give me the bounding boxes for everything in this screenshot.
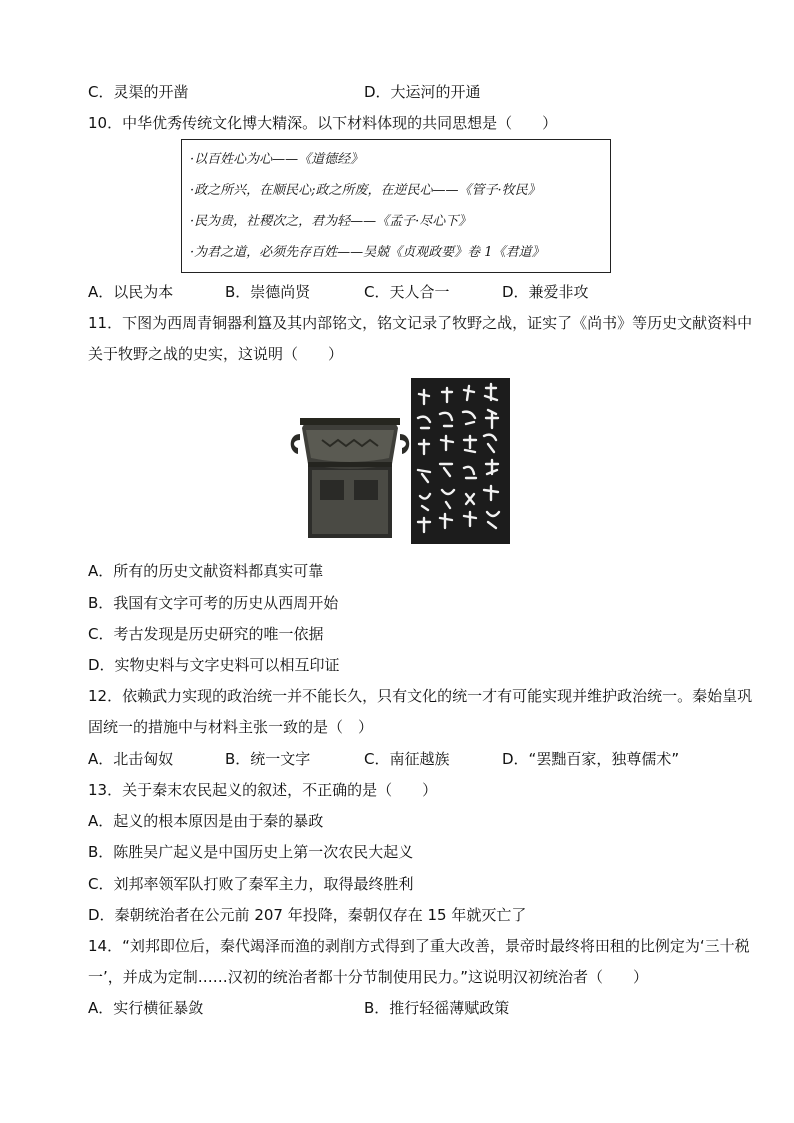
q12-option-c: C．南征越族 bbox=[364, 750, 450, 768]
q11-option-d: D．实物史料与文字史料可以相互印证 bbox=[88, 656, 340, 674]
q12-stem-line-2: 固统一的措施中与材料主张一致的是（ ） bbox=[88, 718, 374, 736]
inscription-rubbing-illustration bbox=[411, 378, 510, 544]
bronze-vessel-illustration bbox=[291, 418, 410, 538]
q14-option-b: B．推行轻徭薄赋政策 bbox=[364, 999, 510, 1017]
q10-stem: 10．中华优秀传统文化博大精深。以下材料体现的共同思想是（ ） bbox=[88, 114, 558, 132]
q12-stem-line-1: 12．依赖武力实现的政治统一并不能长久，只有文化的统一才有可能实现并维护政治统一。秦始皇巩 bbox=[88, 687, 753, 705]
q11-option-a: A．所有的历史文献资料都真实可靠 bbox=[88, 562, 324, 580]
q10-quote-2: ·政之所兴，在顺民心;政之所废，在逆民心——《管子·牧民》 bbox=[190, 183, 541, 198]
q11-option-b: B．我国有文字可考的历史从西周开始 bbox=[88, 594, 339, 612]
q14-stem-line-1: 14．“刘邦即位后，秦代竭泽而渔的剥削方式得到了重大改善，景帝时最终将田租的比例定为‘三十税 bbox=[88, 937, 750, 955]
q13-option-b: B．陈胜吴广起义是中国历史上第一次农民大起义 bbox=[88, 843, 414, 861]
q9-option-c: C．灵渠的开凿 bbox=[88, 83, 189, 101]
li-gui-bronze-and-inscription-image bbox=[288, 378, 510, 544]
q12-option-b: B．统一文字 bbox=[225, 750, 311, 768]
q10-quote-3: ·民为贵，社稷次之，君为轻——《孟子·尽心下》 bbox=[190, 214, 472, 229]
q10-option-a: A．以民为本 bbox=[88, 283, 174, 301]
q10-quote-4: ·为君之道，必须先存百姓——吴兢《贞观政要》卷 1《君道》 bbox=[190, 245, 545, 260]
q10-quote-box bbox=[181, 139, 611, 273]
li-gui-figure bbox=[288, 378, 510, 544]
q9-option-d: D．大运河的开通 bbox=[364, 83, 481, 101]
q13-option-c: C．刘邦率领军队打败了秦军主力，取得最终胜利 bbox=[88, 875, 414, 893]
q11-option-c: C．考古发现是历史研究的唯一依据 bbox=[88, 625, 324, 643]
q10-option-c: C．天人合一 bbox=[364, 283, 450, 301]
q11-stem-line-2: 关于牧野之战的史实，这说明（ ） bbox=[88, 345, 344, 363]
q13-stem: 13．关于秦末农民起义的叙述，不正确的是（ ） bbox=[88, 781, 438, 799]
q14-stem-line-2: 一’，并成为定制……汉初的统治者都十分节制使用民力。”这说明汉初统治者（ ） bbox=[88, 968, 649, 986]
q12-option-d: D．“罢黜百家，独尊儒术” bbox=[502, 750, 680, 768]
q13-option-d: D．秦朝统治者在公元前 207 年投降，秦朝仅存在 15 年就灭亡了 bbox=[88, 906, 527, 924]
q11-stem-line-1: 11．下图为西周青铜器利簋及其内部铭文，铭文记录了牧野之战，证实了《尚书》等历史文献资料中 bbox=[88, 314, 753, 332]
q12-option-a: A．北击匈奴 bbox=[88, 750, 174, 768]
q13-option-a: A．起义的根本原因是由于秦的暴政 bbox=[88, 812, 324, 830]
q10-option-b: B．崇德尚贤 bbox=[225, 283, 311, 301]
q10-option-d: D．兼爱非攻 bbox=[502, 283, 589, 301]
q14-option-a: A．实行横征暴敛 bbox=[88, 999, 204, 1017]
q10-quote-1: ·以百姓心为心——《道德经》 bbox=[190, 152, 364, 167]
